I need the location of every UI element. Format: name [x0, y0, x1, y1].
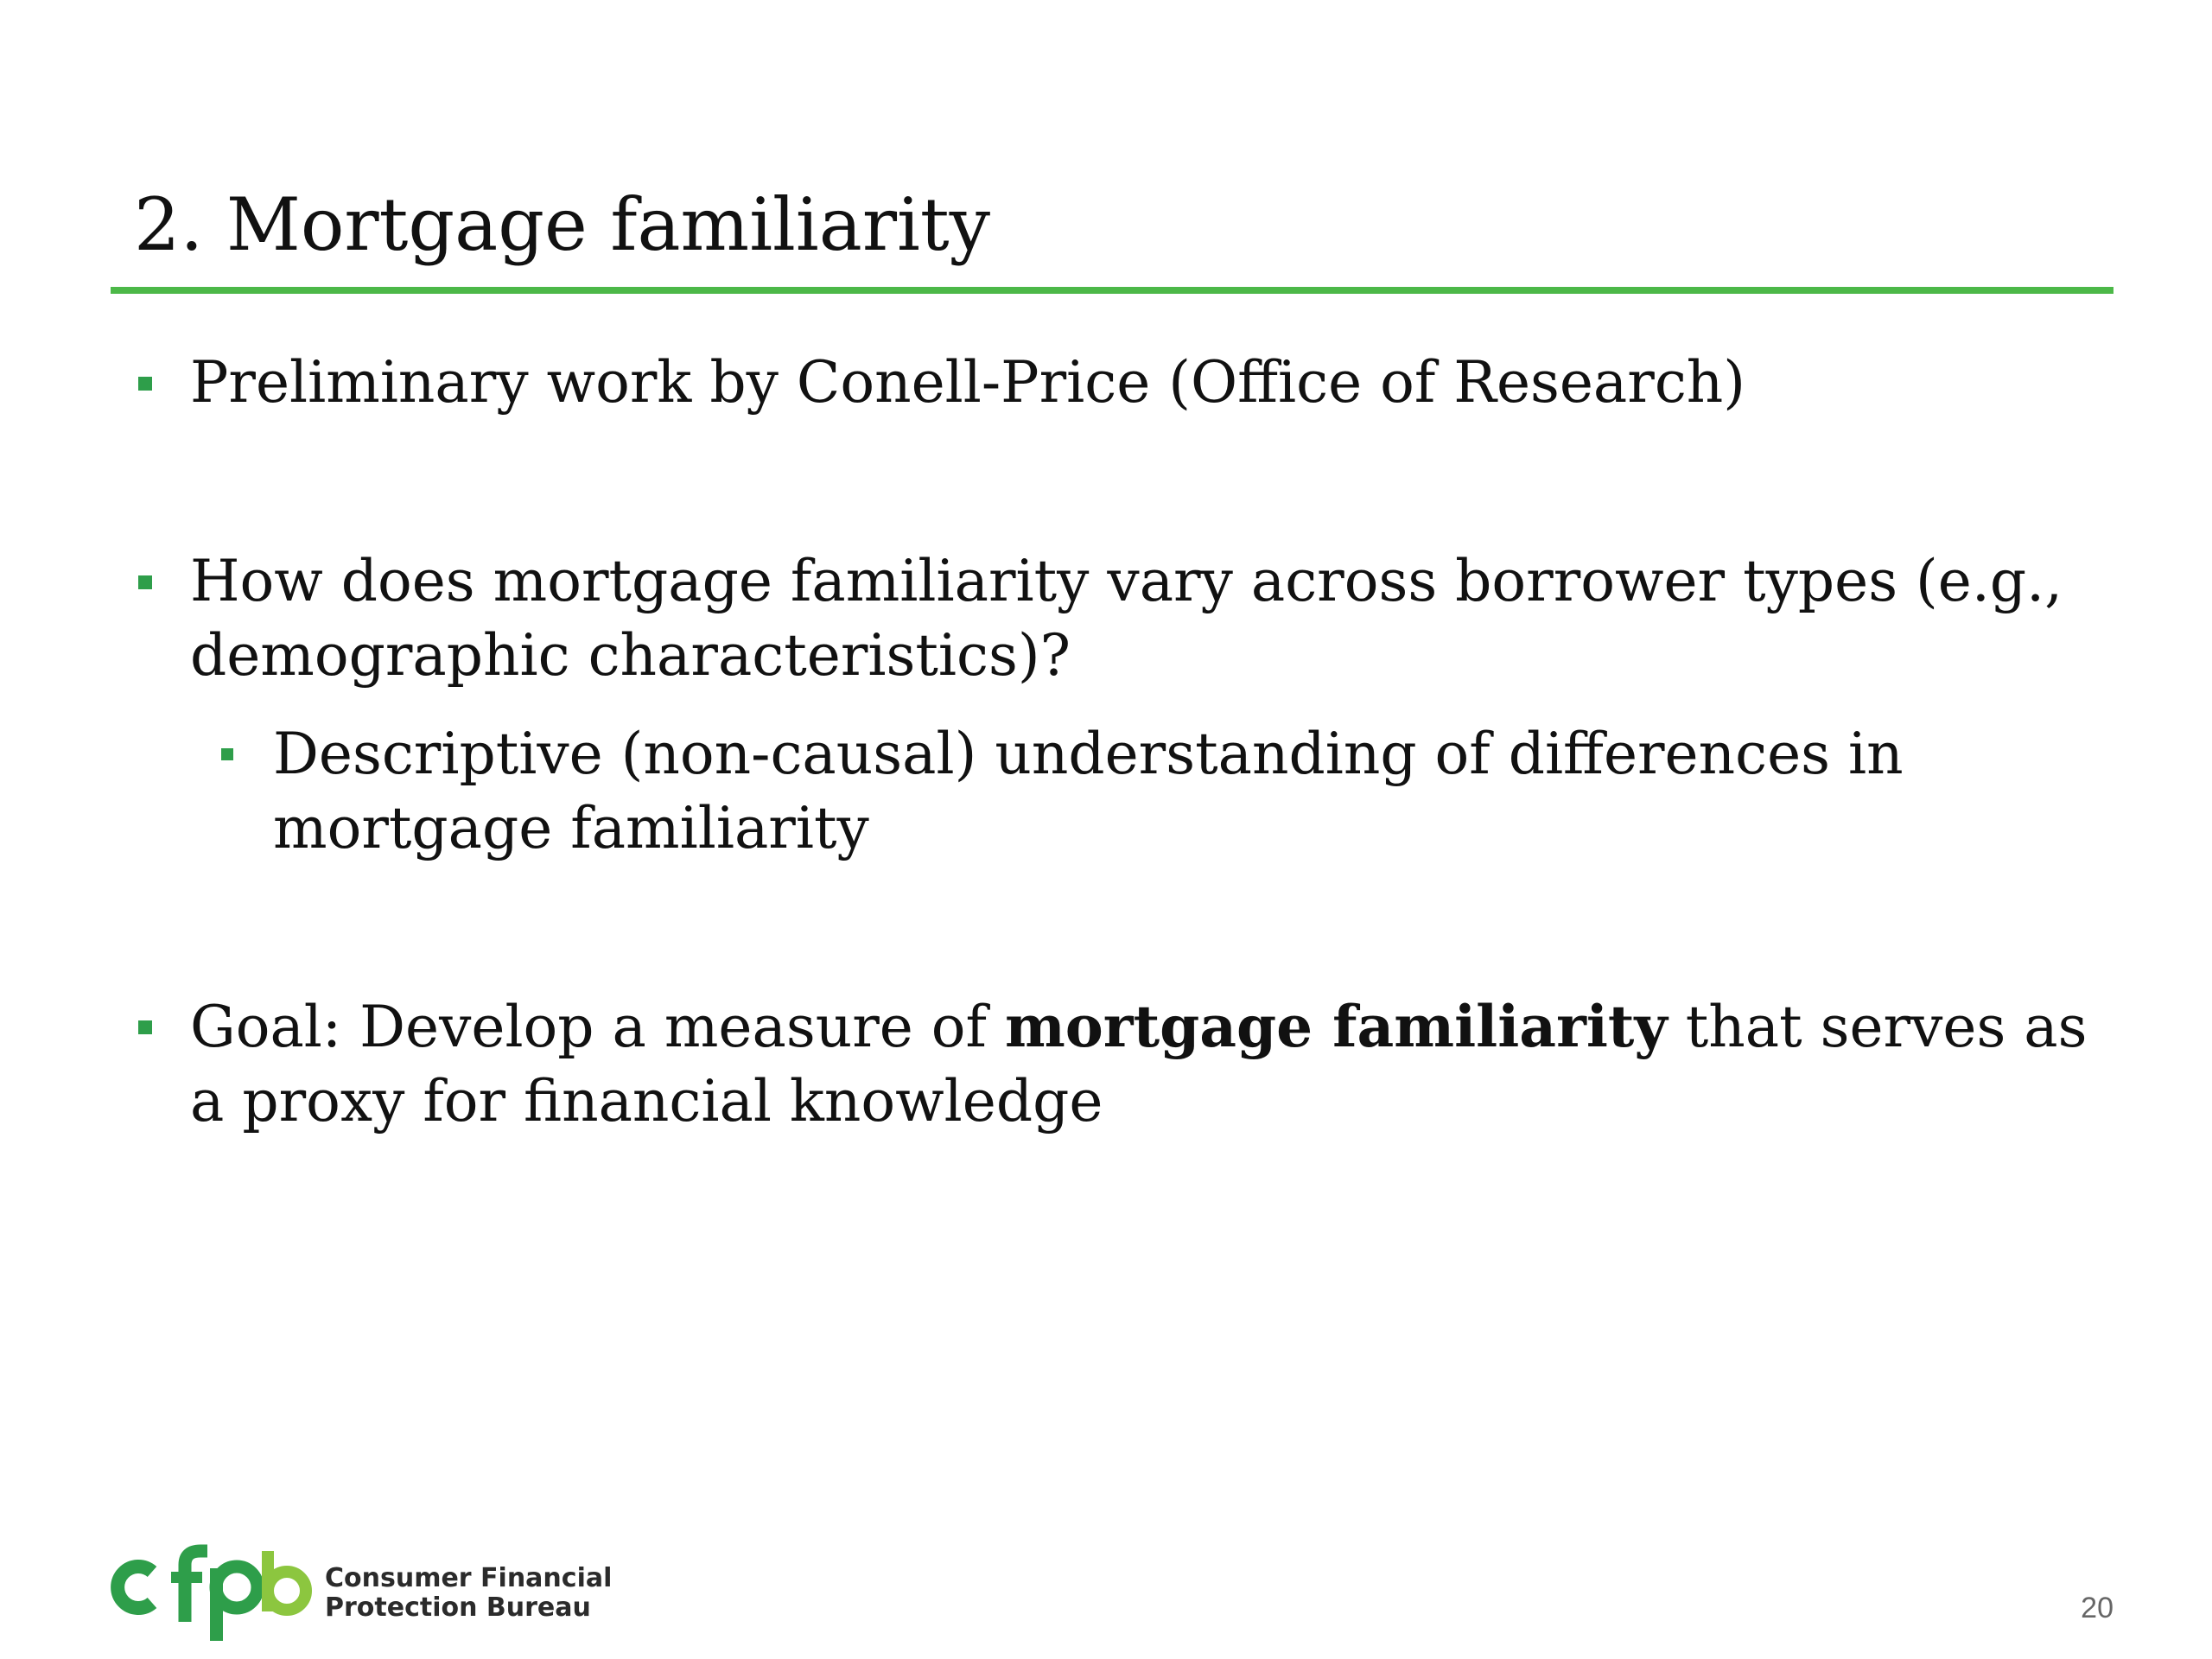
square-bullet-icon: [138, 1020, 152, 1034]
sub-bullet-text: Descriptive (non-causal) understanding of differences in mortgage familiarity: [273, 721, 1904, 861]
slide-title: 2. Mortgage familiarity: [134, 182, 991, 267]
square-bullet-icon: [138, 575, 152, 589]
cfpb-logo: [111, 1542, 613, 1642]
bullet-text-emphasis: mortgage familiarity: [1004, 993, 1668, 1060]
bullet-item: [138, 346, 2117, 420]
bullet-text: How does mortgage familiarity vary across borrower types (e.g., demographic characteristics)?: [190, 548, 2063, 689]
bullet-text: [138, 989, 2117, 1139]
square-bullet-icon: [221, 748, 233, 760]
logo-wordmark: [325, 1564, 612, 1623]
title-divider: [111, 287, 2113, 294]
bullet-text-suffix: that serves as a proxy for financial knowledge: [190, 994, 2088, 1135]
page-number: 20: [2081, 1592, 2113, 1624]
bullet-item: [138, 989, 2117, 1139]
sub-bullet-item: [221, 717, 2117, 866]
bullet-item: [138, 544, 2117, 693]
bullet-text: Preliminary work by Conell-Price (Office of Research): [190, 349, 1746, 416]
bullet-text-prefix: Goal: Develop a measure of: [190, 994, 1005, 1060]
logo-line-1: Consumer Financial: [325, 1563, 613, 1593]
logo-line-2: Protection Bureau: [325, 1592, 591, 1623]
square-bullet-icon: [138, 377, 152, 391]
cfpb-logo-icon: [111, 1542, 318, 1642]
